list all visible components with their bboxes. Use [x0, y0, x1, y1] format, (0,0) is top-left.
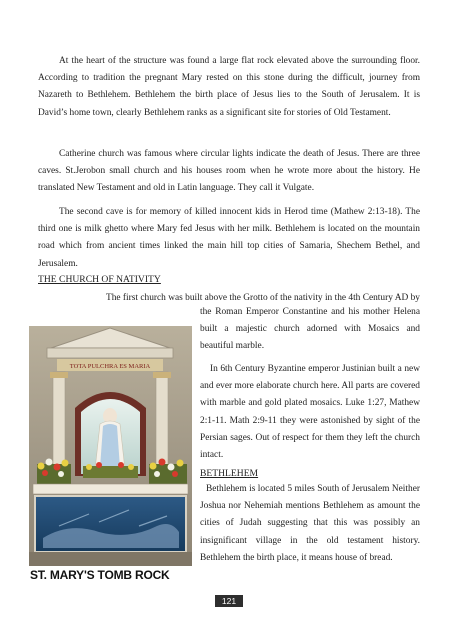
nativity-continuation: the Roman Emperor Constantine and his mother Helena built a majestic church adorned with Mosaics and beautiful marble. [200, 307, 420, 352]
paragraph-rock: At the heart of the structure was found a large flat rock elevated above the surrounding floor. According to tradition the pregnant Mary rested on this stone during the difficult, journey from Nazareth to Bethlehem. Bethlehem the birth place of Jesus lies to the South of Jerusalem. It is David’s home town, clearly Bethlehem ranks as a significant site for stories of Old Testament. [38, 56, 420, 118]
paragraph-bethlehem: Bethlehem is located 5 miles South of Jerusalem Neither Joshua nor Nehemiah mentions Bethlehem as amount the cities of Judah suggesting that this was possibly an insignificant village in the old testament history. Bethlehem the birth place, it means house of bread. [200, 484, 420, 563]
page-number: 121 [215, 595, 243, 607]
photo-caption: ST. MARY'S TOMB ROCK [30, 568, 170, 582]
paragraph-catherine-church: Catherine church was famous where circular lights indicate the death of Jesus. There are three caves. St.Jerobon small church and his houses room when he wrote more about the history. He translated New Testament and old in Latin language. They call it Vulgate. [38, 149, 420, 194]
altar-inscription: TOTA PULCHRA ES MARIA [69, 363, 151, 370]
st-marys-tomb-photo [29, 326, 192, 566]
paragraph-justinian: In 6th Century Byzantine emperor Justinian built a new and ever more elaborate church here. All parts are covered with marble and gold plated mosaics. Luke 1:27, Mathew 2:1-11. Math 2:9-11 they were astonished by sight of the Persian sages. Out of respect for them they left the church intact. [200, 364, 420, 461]
paragraph-second-cave: The second cave is for memory of killed innocent kids in Herod time (Mathew 2:13-18). The third one is milk ghetto where Mary fed Jesus with her milk. Bethlehem is located on the mountain road which from ancient times linked the main hill top cities of Samaria, Shechem Bethel, and Jerusalem. [38, 207, 420, 269]
nativity-first-line: The first church was built above the Grotto of the nativity in the 4th Century AD by [106, 293, 420, 303]
heading-bethlehem: BETHLEHEM [200, 468, 259, 479]
heading-church-of-nativity: THE CHURCH OF NATIVITY [38, 274, 161, 285]
